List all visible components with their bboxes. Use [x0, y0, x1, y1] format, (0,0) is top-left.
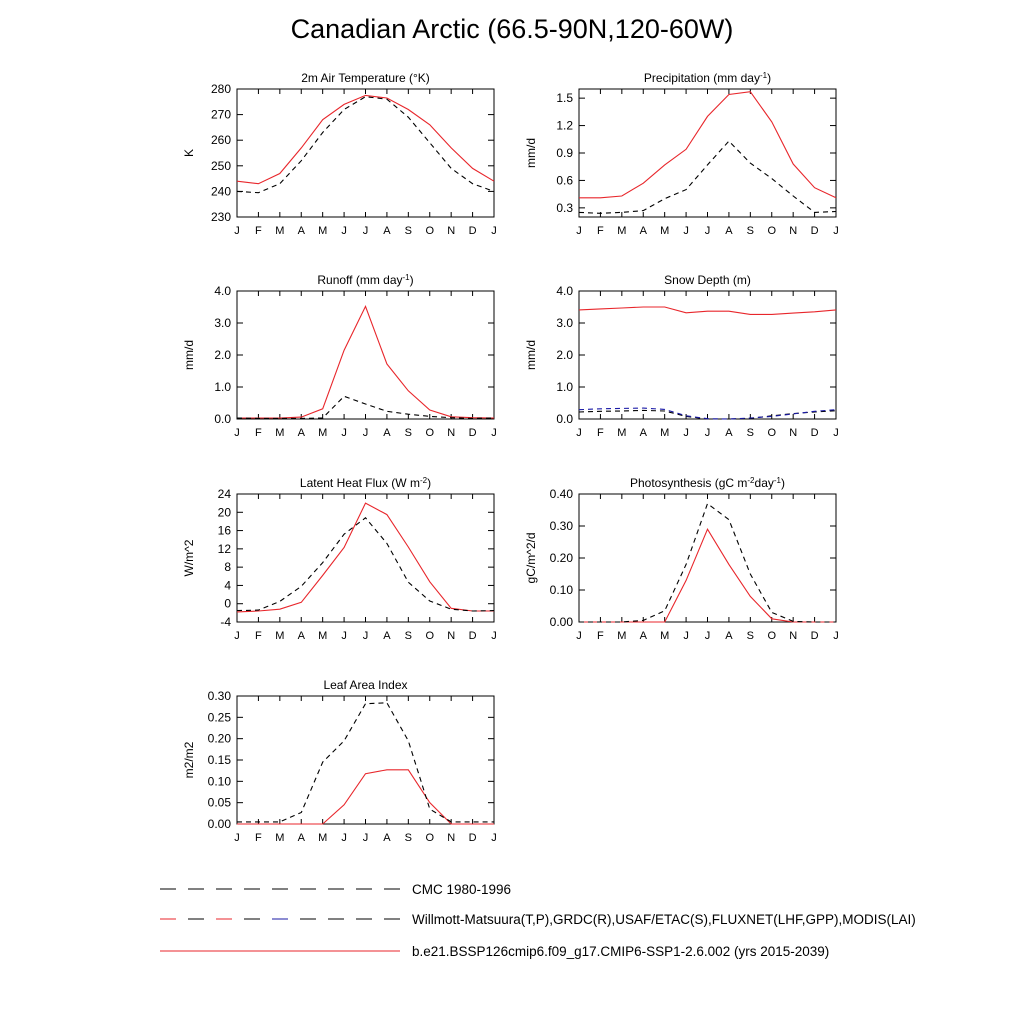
- panel-4-title: Snow Depth (m): [664, 273, 751, 287]
- panel-3-xtick-label: J: [362, 427, 369, 439]
- panel-4-xtick-label: M: [660, 427, 670, 439]
- panel-1-title: 2m Air Temperature (°K): [301, 71, 430, 85]
- panel-6-xtick-label: J: [576, 630, 582, 642]
- panel-4-xtick-label: S: [746, 427, 755, 439]
- panel-3-ytick-label: 2.0: [214, 348, 231, 362]
- panel-7-xtick-label: J: [491, 832, 497, 844]
- panel-4-xtick-label: A: [639, 427, 647, 439]
- panel-6-xtick-label: A: [725, 630, 733, 642]
- panel-7-title: Leaf Area Index: [323, 678, 408, 692]
- panel-1-ytick-label: 240: [210, 184, 231, 199]
- panel-3-ytick-label: 3.0: [214, 316, 231, 330]
- panel-6-ytick-label: 0.20: [549, 551, 573, 565]
- panel-3-ytick-label: 4.0: [214, 284, 231, 298]
- panel-3-xtick-label: O: [425, 427, 435, 439]
- panel-2-obs-line: [579, 141, 836, 213]
- legend-item: [160, 912, 916, 927]
- panel-6-ytick-label: 0.40: [549, 487, 573, 501]
- panel-5-xtick-label: J: [341, 630, 347, 642]
- panel-6-xtick-label: S: [746, 630, 755, 642]
- panel-1-xtick-label: J: [362, 225, 369, 237]
- panel-5-title: Latent Heat Flux (W $m^{-2}$): [299, 475, 432, 490]
- legend-label: Willmott-Matsuura(T,P),GRDC(R),USAF/ETAC(S),FLUXNET(LHF,GPP),MODIS(LAI): [412, 912, 916, 927]
- panel-3-xtick-label: A: [297, 427, 305, 439]
- panel-1-ylabel: K: [182, 148, 196, 158]
- panel-6: [524, 476, 839, 643]
- panel-1-ytick-label: 270: [210, 107, 231, 122]
- panel-5-xtick-label: M: [275, 630, 285, 642]
- panel-6-xtick-label: D: [810, 630, 819, 642]
- panel-6-xtick-label: J: [683, 630, 689, 642]
- panel-6-title: Photosynthesis (gC $m^{-2}day^{-1}$): [630, 475, 785, 490]
- panel-5-xtick-label: S: [404, 630, 413, 642]
- panel-5-model-line: [237, 503, 494, 612]
- panel-5-xtick-label: A: [383, 630, 391, 642]
- legend-item: [160, 944, 829, 959]
- panel-7-ytick-label: 0.20: [207, 731, 231, 746]
- panel-5-ylabel: W/m^2: [182, 539, 196, 577]
- panel-2-frame: [579, 89, 836, 217]
- panel-2-xtick-label: M: [660, 225, 670, 237]
- panel-5-ytick-label: 4: [224, 578, 231, 593]
- panel-2-xtick-label: M: [617, 225, 627, 237]
- panel-4-ytick-label: 4.0: [556, 284, 573, 298]
- panel-4-model-line: [579, 307, 836, 314]
- panel-4-xtick-label: O: [767, 427, 777, 439]
- panel-4-xtick-label: D: [810, 427, 819, 439]
- panel-1-xtick-label: J: [341, 225, 347, 237]
- panel-3-xtick-label: S: [404, 427, 413, 439]
- panel-3-title: Runoff (mm day$^{-1}$): [317, 272, 414, 287]
- panel-5-xtick-label: N: [447, 630, 456, 642]
- panel-2-ytick-label: 1.2: [556, 118, 573, 133]
- panel-1-xtick-label: M: [318, 225, 328, 237]
- panel-6-ylabel: gC/m^2/d: [524, 532, 538, 584]
- panel-2-xtick-label: D: [810, 225, 819, 237]
- panel-3-ytick-label: 1.0: [214, 380, 231, 394]
- panel-6-xtick-label: F: [597, 630, 604, 642]
- panel-5-xtick-label: M: [318, 630, 328, 642]
- panel-4-xtick-label: J: [683, 427, 689, 439]
- panel-6-xtick-label: J: [704, 630, 711, 642]
- panel-7-ytick-label: 0.30: [207, 689, 231, 703]
- panel-6-ytick-label: 0.10: [549, 583, 573, 597]
- panel-2-ytick-label: 1.5: [556, 91, 573, 106]
- panel-7-xtick-label: D: [468, 832, 477, 844]
- panel-3-xtick-label: M: [275, 427, 285, 439]
- legend-label: b.e21.BSSP126cmip6.f09_g17.CMIP6-SSP1-2.6.002 (yrs 2015-2039): [412, 944, 830, 959]
- panel-5-xtick-label: D: [468, 630, 477, 642]
- panel-7-xtick-label: M: [318, 832, 328, 844]
- panel-7-ytick-label: 0.00: [207, 817, 231, 831]
- panel-1-xtick-label: D: [468, 225, 477, 237]
- panel-1-frame: [237, 89, 494, 217]
- panel-6-xtick-label: N: [789, 630, 798, 642]
- panel-4-xtick-label: J: [833, 427, 839, 439]
- panel-5-ytick-label: 8: [224, 560, 231, 575]
- panel-5-ytick-label: 16: [217, 523, 231, 538]
- panel-3-xtick-label: N: [447, 427, 456, 439]
- panel-7-model-line: [237, 770, 494, 824]
- panel-6-ytick-label: 0.00: [549, 615, 573, 629]
- panel-6-ytick-label: 0.30: [549, 519, 573, 533]
- figure-title: Canadian Arctic (66.5-90N,120-60W): [290, 14, 734, 44]
- panel-3-frame: [237, 291, 494, 419]
- panel-3-xtick-label: D: [468, 427, 477, 439]
- panel-7-xtick-label: N: [447, 832, 456, 844]
- panel-7-xtick-label: J: [362, 832, 369, 844]
- panel-4: [524, 273, 839, 439]
- panel-4-xtick-label: F: [597, 427, 604, 439]
- panel-6-xtick-label: M: [660, 630, 670, 642]
- panel-5-ytick-label: 20: [217, 505, 231, 520]
- panel-1-xtick-label: J: [491, 225, 497, 237]
- panel-3-xtick-label: F: [255, 427, 262, 439]
- panel-1-xtick-label: N: [447, 225, 456, 237]
- panel-3-xtick-label: J: [234, 427, 240, 439]
- panel-2-xtick-label: F: [597, 225, 604, 237]
- panel-1-xtick-label: S: [404, 225, 413, 237]
- panel-7-xtick-label: A: [383, 832, 391, 844]
- panel-1-xtick-label: O: [425, 225, 435, 237]
- panel-5-obs-line: [237, 518, 494, 611]
- panel-5-ytick-label: 0: [224, 596, 231, 611]
- panel-7-xtick-label: F: [255, 832, 262, 844]
- panel-5-xtick-label: J: [491, 630, 497, 642]
- panel-5-xtick-label: J: [362, 630, 369, 642]
- panel-4-ylabel: mm/d: [524, 340, 538, 370]
- panel-7-xtick-label: J: [341, 832, 347, 844]
- panel-4-ytick-label: 1.0: [556, 380, 573, 394]
- panel-7-ytick-label: 0.05: [207, 795, 231, 810]
- panel-6-xtick-label: A: [639, 630, 647, 642]
- panel-1-obs-line: [237, 97, 494, 193]
- panel-1-xtick-label: A: [297, 225, 305, 237]
- panel-2-xtick-label: N: [789, 225, 798, 237]
- panel-1-xtick-label: J: [234, 225, 240, 237]
- panel-7: [182, 678, 497, 844]
- panel-6-model-line: [579, 529, 836, 622]
- panel-2-ytick-label: 0.9: [556, 146, 573, 160]
- panel-5: [182, 476, 497, 643]
- panel-5-xtick-label: J: [234, 630, 240, 642]
- panel-3-xtick-label: M: [318, 427, 328, 439]
- panel-4-xtick-label: J: [704, 427, 711, 439]
- panel-1-ytick-label: 280: [210, 82, 231, 96]
- panel-5-xtick-label: O: [425, 630, 435, 642]
- panel-5-ytick-label: 24: [217, 487, 231, 501]
- panel-3-xtick-label: A: [383, 427, 391, 439]
- panel-1-xtick-label: M: [275, 225, 285, 237]
- panel-5-ytick-label: 12: [217, 541, 231, 556]
- panel-4-xtick-label: A: [725, 427, 733, 439]
- panel-4-frame: [579, 291, 836, 419]
- panel-7-frame: [237, 696, 494, 824]
- panel-2-title: Precipitation (mm day$^{-1}$): [643, 70, 772, 85]
- panel-7-ytick-label: 0.25: [207, 710, 231, 725]
- panel-1-xtick-label: F: [255, 225, 262, 237]
- panel-6-xtick-label: J: [833, 630, 839, 642]
- panel-7-ytick-label: 0.10: [207, 774, 231, 789]
- panel-2-ytick-label: 0.6: [556, 173, 573, 188]
- panel-1-ytick-label: 250: [210, 158, 231, 173]
- legend: [160, 882, 916, 959]
- panel-2-xtick-label: O: [767, 225, 777, 237]
- panel-3-xtick-label: J: [341, 427, 347, 439]
- panel-6-xtick-label: M: [617, 630, 627, 642]
- panel-5-xtick-label: F: [255, 630, 262, 642]
- panel-1-ytick-label: 230: [210, 210, 231, 224]
- panel-4-xtick-label: N: [789, 427, 798, 439]
- panel-4-xtick-label: M: [617, 427, 627, 439]
- panel-2-xtick-label: A: [725, 225, 733, 237]
- panel-3-xtick-label: J: [491, 427, 497, 439]
- panel-3-model-line: [237, 306, 494, 418]
- panel-5-xtick-label: A: [297, 630, 305, 642]
- panel-2-model-line: [579, 92, 836, 198]
- panel-6-xtick-label: O: [767, 630, 777, 642]
- panel-2-xtick-label: A: [639, 225, 647, 237]
- panel-2-xtick-label: J: [683, 225, 689, 237]
- legend-item: [160, 882, 511, 897]
- panel-3: [182, 273, 497, 440]
- panel-2-xtick-label: J: [576, 225, 582, 237]
- panel-6-frame: [579, 494, 836, 622]
- panel-3-ytick-label: 0.0: [214, 412, 231, 426]
- panel-2-xtick-label: J: [833, 225, 839, 237]
- panel-7-obs-line: [237, 703, 494, 822]
- panel-4-ytick-label: 3.0: [556, 316, 573, 330]
- panel-4-ytick-label: 2.0: [556, 348, 573, 362]
- panel-4-ytick-label: 0.0: [556, 412, 573, 426]
- panel-7-xtick-label: S: [404, 832, 413, 844]
- panel-7-ylabel: m2/m2: [182, 741, 196, 779]
- panel-6-obs-line: [579, 504, 836, 622]
- panel-2-ytick-label: 0.3: [556, 200, 573, 215]
- panel-2-xtick-label: J: [704, 225, 711, 237]
- panel-1-xtick-label: A: [383, 225, 391, 237]
- panel-1-model-line: [237, 95, 494, 183]
- panel-5-ytick-label: -4: [220, 615, 231, 629]
- panel-7-xtick-label: A: [297, 832, 305, 844]
- panel-3-ylabel: mm/d: [182, 340, 196, 370]
- chart-panels: [182, 71, 839, 845]
- panel-2-ylabel: mm/d: [524, 138, 538, 168]
- panel-2: [524, 71, 839, 238]
- panel-7-xtick-label: O: [425, 832, 435, 844]
- panel-2-xtick-label: S: [746, 225, 755, 237]
- panel-7-xtick-label: J: [234, 832, 240, 844]
- panel-1: [182, 71, 497, 237]
- panel-7-ytick-label: 0.15: [207, 753, 231, 767]
- panel-7-xtick-label: M: [275, 832, 285, 844]
- panel-1-ytick-label: 260: [210, 133, 231, 148]
- panel-4-xtick-label: J: [576, 427, 582, 439]
- legend-label: CMC 1980-1996: [412, 882, 512, 897]
